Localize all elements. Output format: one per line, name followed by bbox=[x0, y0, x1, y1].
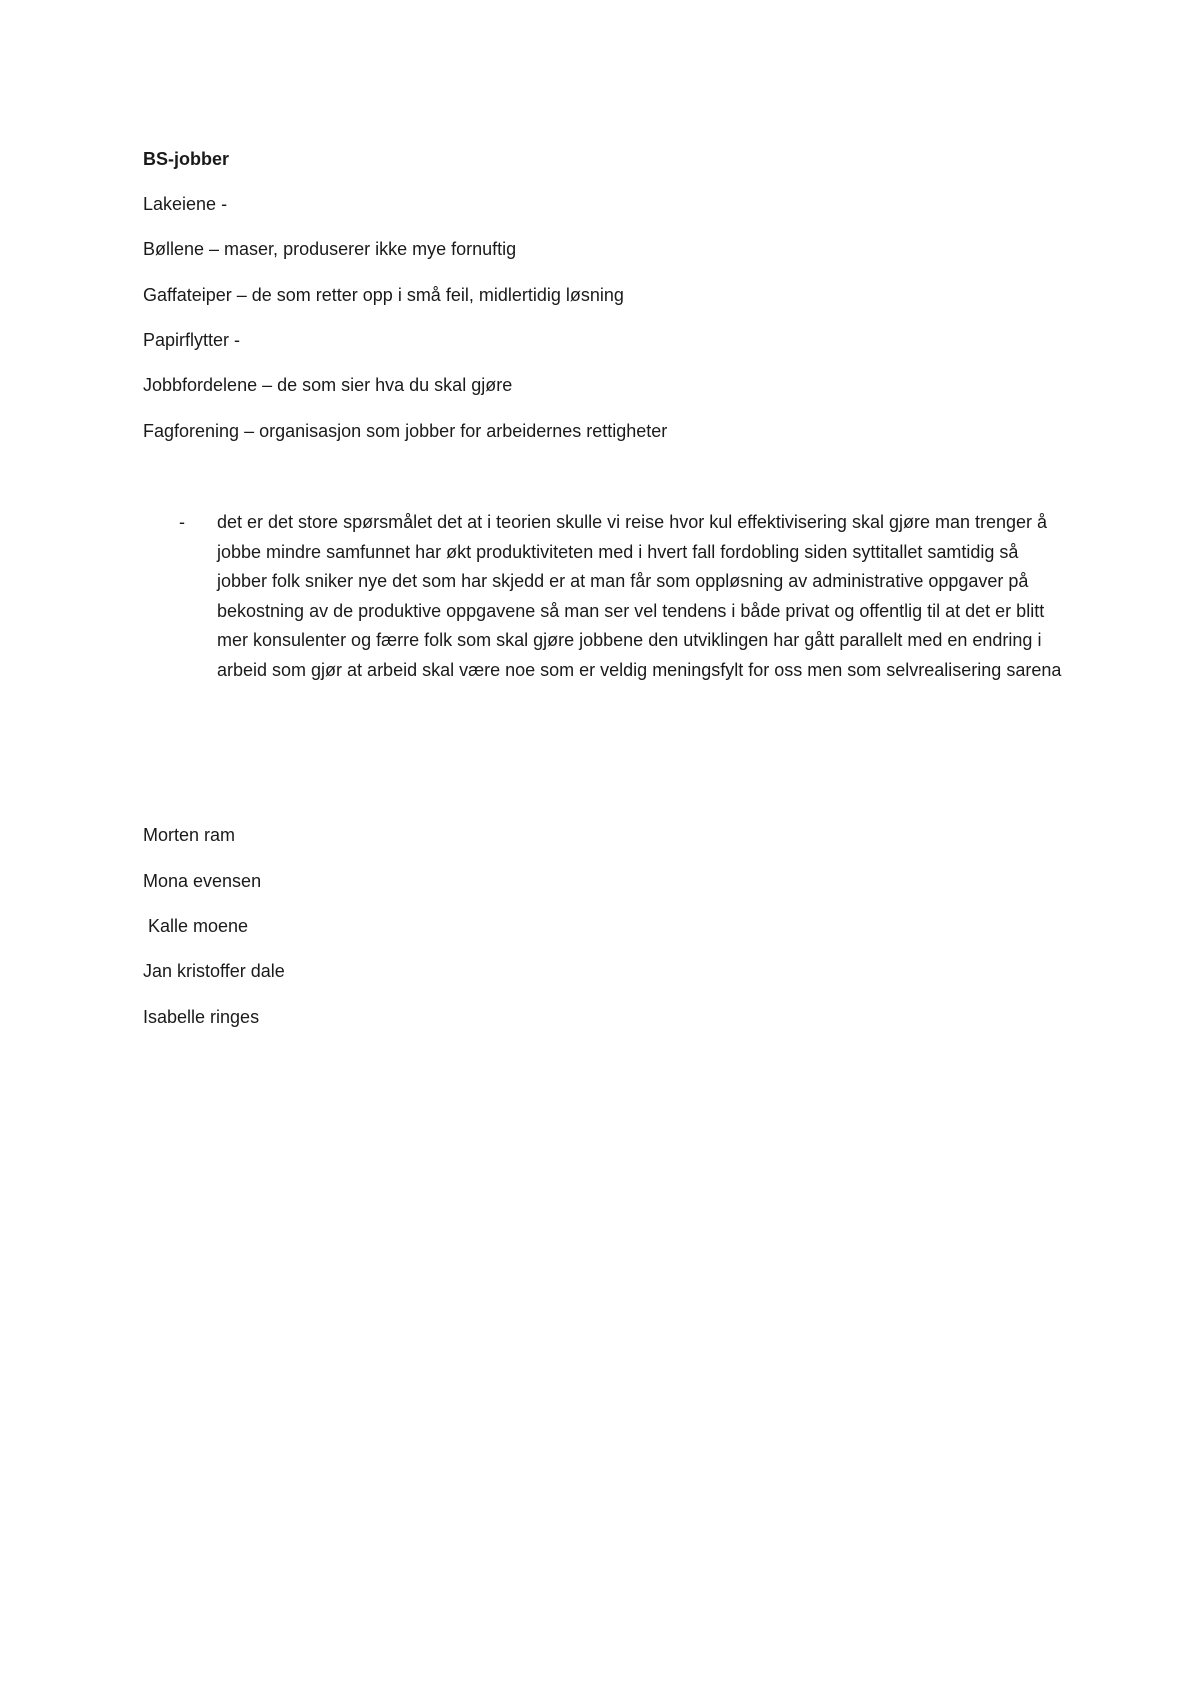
name-jan: Jan kristoffer dale bbox=[143, 961, 285, 981]
bullet-text: det er det store spørsmålet det at i teorien skulle vi reise hvor kul effektivisering skal gjøre man trenger å jobbe mindre samfunnet har økt produktiviteten med i hvert fall fordobling siden syttitallet samtidig så jobber folk sniker nye det som har skjedd er at man får som oppløsning av administrative oppgaver på bekostning av de produktive oppgavene så man ser vel tendens i både privat og offentlig til at det er blitt mer konsulenter og færre folk som skal gjøre jobbene den utviklingen har gått parallelt med en endring i arbeid som gjør at arbeid skal være noe som er veldig meningsfylt for oss men som selvrealisering sarena bbox=[217, 512, 1062, 680]
document-title: BS-jobber bbox=[143, 149, 230, 169]
term-gaffateiper: Gaffateiper – de som retter opp i små feil, midlertidig løsning bbox=[143, 285, 624, 305]
name-morten: Morten ram bbox=[143, 825, 236, 845]
term-papirflytter: Papirflytter - bbox=[143, 330, 241, 350]
bullet-marker: - bbox=[179, 512, 185, 532]
term-fagforening: Fagforening – organisasjon som jobber for arbeidernes rettigheter bbox=[143, 421, 668, 441]
name-isabelle: Isabelle ringes bbox=[143, 1007, 260, 1027]
term-lakeiene: Lakeiene - bbox=[143, 194, 228, 214]
term-jobbfordelene: Jobbfordelene – de som sier hva du skal gjøre bbox=[143, 375, 513, 395]
name-kalle: Kalle moene bbox=[143, 916, 249, 936]
name-mona: Mona evensen bbox=[143, 871, 262, 891]
term-bollene: Bøllene – maser, produserer ikke mye fornuftig bbox=[143, 239, 517, 259]
